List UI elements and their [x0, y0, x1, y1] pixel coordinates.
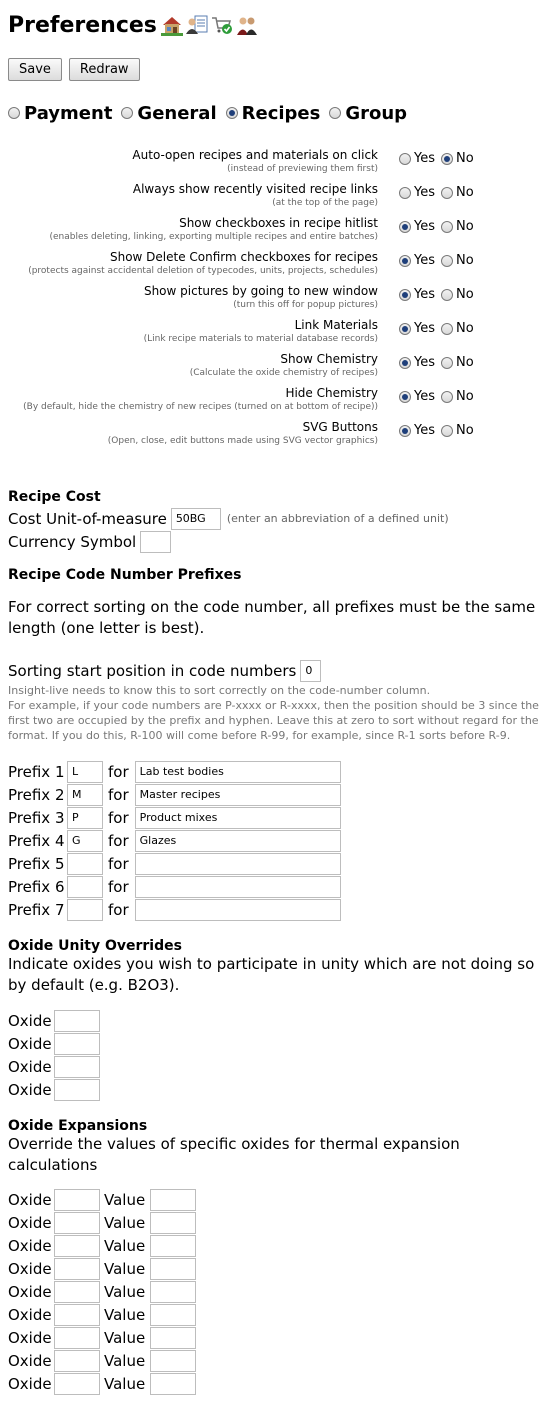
- setting-hint: (Open, close, edit buttons made using SVG vector graphics): [107, 436, 378, 446]
- oxide-input[interactable]: [54, 1189, 100, 1211]
- radio-no[interactable]: [441, 187, 453, 199]
- radio-yes[interactable]: [399, 255, 411, 267]
- prefix-label: Prefix 1: [8, 762, 65, 781]
- setting-label: Show checkboxes in recipe hitlist: [179, 216, 378, 230]
- expansion-row: [8, 1188, 552, 1211]
- radio-no[interactable]: [441, 221, 453, 233]
- setting-svg-buttons: [8, 419, 552, 453]
- prefix-row: [8, 829, 552, 852]
- unity-row: [8, 1009, 552, 1032]
- oxide-input[interactable]: [54, 1373, 100, 1395]
- setting-label: SVG Buttons: [302, 420, 378, 434]
- tab-general[interactable]: [121, 103, 216, 124]
- prefix-label: Prefix 7: [8, 900, 65, 919]
- value-input[interactable]: [150, 1304, 196, 1326]
- option-no[interactable]: [441, 253, 474, 268]
- page-title: Preferences: [8, 12, 157, 38]
- value-label: Value: [104, 1374, 146, 1393]
- oxide-label: Oxide: [8, 1190, 52, 1209]
- value-input[interactable]: [150, 1235, 196, 1257]
- no-label: No: [456, 423, 474, 438]
- house-icon[interactable]: [161, 14, 183, 36]
- sort-position-input[interactable]: 0: [300, 660, 321, 682]
- setting-label: Show Chemistry: [280, 352, 378, 366]
- radio-group[interactable]: [329, 107, 341, 119]
- setting-link-materials: [8, 317, 552, 351]
- cost-unit-hint: (enter an abbreviation of a defined unit): [226, 512, 449, 525]
- oxide-label: Oxide: [8, 1328, 52, 1347]
- prefix-code-input[interactable]: [67, 853, 103, 875]
- option-no[interactable]: [441, 389, 474, 404]
- setting-hide-chemistry: [8, 385, 552, 419]
- expansion-row: [8, 1303, 552, 1326]
- no-label: No: [456, 253, 474, 268]
- prefix-row: [8, 783, 552, 806]
- prefix-code-input[interactable]: [67, 876, 103, 898]
- radio-yes[interactable]: [399, 221, 411, 233]
- no-label: No: [456, 219, 474, 234]
- oxide-input[interactable]: [54, 1235, 100, 1257]
- oxide-input[interactable]: [54, 1327, 100, 1349]
- prefix-row: [8, 898, 552, 921]
- prefix-description-input[interactable]: [135, 899, 341, 921]
- oxide-label: Oxide: [8, 1034, 52, 1053]
- oxide-label: Oxide: [8, 1259, 52, 1278]
- radio-recipes[interactable]: [226, 107, 238, 119]
- option-yes[interactable]: [399, 151, 435, 166]
- radio-yes[interactable]: [399, 391, 411, 403]
- group-people-icon[interactable]: [236, 14, 258, 36]
- option-yes[interactable]: [399, 185, 435, 200]
- oxide-label: Oxide: [8, 1057, 52, 1076]
- cart-checkmark-icon[interactable]: [211, 14, 233, 36]
- yes-label: Yes: [414, 287, 435, 302]
- oxide-expansions-section: [8, 1118, 552, 1395]
- for-label: for: [108, 762, 129, 781]
- yes-label: Yes: [414, 219, 435, 234]
- option-yes[interactable]: [399, 389, 435, 404]
- value-input[interactable]: [150, 1350, 196, 1372]
- save-button[interactable]: Save: [8, 58, 62, 81]
- tab-label: Group: [345, 102, 408, 124]
- setting-hint: (Calculate the oxide chemistry of recipes): [189, 368, 378, 378]
- oxide-label: Oxide: [8, 1080, 52, 1099]
- oxide-input[interactable]: [54, 1212, 100, 1234]
- oxide-label: Oxide: [8, 1213, 52, 1232]
- cost-unit-input[interactable]: 50BG: [171, 508, 221, 530]
- value-label: Value: [104, 1282, 146, 1301]
- yes-label: Yes: [414, 321, 435, 336]
- setting-label: Always show recently visited recipe links: [132, 182, 378, 196]
- yes-label: Yes: [414, 151, 435, 166]
- radio-yes[interactable]: [399, 153, 411, 165]
- expansion-row: [8, 1349, 552, 1372]
- prefix-label: Prefix 6: [8, 877, 65, 896]
- prefix-label: Prefix 3: [8, 808, 65, 827]
- option-yes[interactable]: [399, 355, 435, 370]
- tab-label: Payment: [24, 102, 113, 124]
- prefixes-intro: For correct sorting on the code number, all prefixes must be the same length (one letter is best).: [8, 598, 536, 637]
- prefix-code-input[interactable]: G: [67, 830, 103, 852]
- radio-yes[interactable]: [399, 357, 411, 369]
- option-no[interactable]: [441, 423, 474, 438]
- radio-yes[interactable]: [399, 323, 411, 335]
- option-no[interactable]: [441, 219, 474, 234]
- prefix-label: Prefix 4: [8, 831, 65, 850]
- setting-label: Auto-open recipes and materials on click: [132, 148, 378, 162]
- radio-yes[interactable]: [399, 425, 411, 437]
- no-label: No: [456, 389, 474, 404]
- value-input[interactable]: [150, 1327, 196, 1349]
- setting-label: Hide Chemistry: [285, 386, 378, 400]
- unity-row: [8, 1032, 552, 1055]
- setting-label: Show pictures by going to new window: [143, 284, 378, 298]
- prefix-row: [8, 806, 552, 829]
- page-header: [8, 0, 552, 46]
- prefix-code-input[interactable]: L: [67, 761, 103, 783]
- prefix-code-input[interactable]: M: [67, 784, 103, 806]
- prefix-code-input[interactable]: P: [67, 807, 103, 829]
- value-label: Value: [104, 1305, 146, 1324]
- no-label: No: [456, 151, 474, 166]
- no-label: No: [456, 355, 474, 370]
- no-label: No: [456, 321, 474, 336]
- oxide-label: Oxide: [8, 1282, 52, 1301]
- recipe-cost-section: [8, 489, 552, 553]
- oxide-label: Oxide: [8, 1011, 52, 1030]
- radio-no[interactable]: [441, 153, 453, 165]
- currency-symbol-input[interactable]: [140, 531, 171, 553]
- setting-checkboxes-hitlist: [8, 215, 552, 249]
- expansion-row: [8, 1280, 552, 1303]
- prefix-label: Prefix 2: [8, 785, 65, 804]
- oxide-input[interactable]: [54, 1010, 100, 1032]
- yes-label: Yes: [414, 253, 435, 268]
- for-label: for: [108, 808, 129, 827]
- setting-recent-links: [8, 181, 552, 215]
- for-label: for: [108, 877, 129, 896]
- oxide-label: Oxide: [8, 1305, 52, 1324]
- expansions-intro: Override the values of specific oxides for thermal expansion calculations: [8, 1135, 460, 1174]
- oxide-label: Oxide: [8, 1374, 52, 1393]
- setting-label: Show Delete Confirm checkboxes for recipes: [109, 250, 378, 264]
- option-yes[interactable]: [399, 321, 435, 336]
- prefix-description-input[interactable]: Lab test bodies: [135, 761, 341, 783]
- oxide-input[interactable]: [54, 1281, 100, 1303]
- radio-no[interactable]: [441, 323, 453, 335]
- yes-label: Yes: [414, 423, 435, 438]
- yes-label: Yes: [414, 185, 435, 200]
- sort-example-note: For example, if your code numbers are P-xxxx or R-xxxx, then the position should be 3 since the first two are occupied by the prefix and hyphen. Leave this at zero to sort without regard for the format. If you do this, R-100 will come before R-99, for example, since R-1 sorts before R-9.: [8, 699, 539, 742]
- value-input[interactable]: [150, 1189, 196, 1211]
- radio-no[interactable]: [441, 255, 453, 267]
- option-no[interactable]: [441, 287, 474, 302]
- setting-hint: (at the top of the page): [272, 198, 378, 208]
- setting-hint: (instead of previewing them first): [227, 164, 378, 174]
- tab-group[interactable]: [329, 103, 407, 124]
- value-label: Value: [104, 1236, 146, 1255]
- value-label: Value: [104, 1259, 146, 1278]
- tab-recipes[interactable]: [226, 103, 321, 124]
- prefix-row: [8, 852, 552, 875]
- setting-auto-open: [8, 147, 552, 181]
- unity-row: [8, 1078, 552, 1101]
- no-label: No: [456, 287, 474, 302]
- setting-delete-confirm: [8, 249, 552, 283]
- radio-no[interactable]: [441, 289, 453, 301]
- value-input[interactable]: [150, 1212, 196, 1234]
- oxide-unity-section: [8, 938, 552, 1101]
- sort-note: Insight-live needs to know this to sort correctly on the code-number column.: [8, 684, 431, 697]
- redraw-button[interactable]: Redraw: [69, 58, 140, 81]
- prefix-description-input[interactable]: Master recipes: [135, 784, 341, 806]
- option-yes[interactable]: [399, 253, 435, 268]
- yes-label: Yes: [414, 389, 435, 404]
- setting-pictures-new-window: [8, 283, 552, 317]
- person-document-icon[interactable]: [186, 14, 208, 36]
- expansion-row: [8, 1234, 552, 1257]
- section-title: Recipe Code Number Prefixes: [8, 567, 242, 583]
- preference-tabs: [8, 101, 552, 125]
- option-no[interactable]: [441, 321, 474, 336]
- radio-no[interactable]: [441, 391, 453, 403]
- setting-hint: (turn this off for popup pictures): [233, 300, 378, 310]
- cost-unit-label: Cost Unit-of-measure: [8, 509, 167, 528]
- toolbar: [8, 58, 552, 82]
- expansion-row: [8, 1257, 552, 1280]
- option-no[interactable]: [441, 355, 474, 370]
- setting-hint: (Link recipe materials to material database records): [143, 334, 378, 344]
- section-title: Oxide Unity Overrides: [8, 938, 182, 954]
- unity-row: [8, 1055, 552, 1078]
- for-label: for: [108, 854, 129, 873]
- prefix-description-input[interactable]: Product mixes: [135, 807, 341, 829]
- option-no[interactable]: [441, 151, 474, 166]
- no-label: No: [456, 185, 474, 200]
- setting-label: Link Materials: [294, 318, 378, 332]
- setting-hint: (protects against accidental deletion of typecodes, units, projects, schedules): [28, 266, 378, 276]
- sort-position-label: Sorting start position in code numbers: [8, 661, 297, 680]
- oxide-input[interactable]: [54, 1258, 100, 1280]
- oxide-input[interactable]: [54, 1350, 100, 1372]
- option-yes[interactable]: [399, 287, 435, 302]
- recipe-settings-list: [8, 147, 552, 453]
- radio-yes[interactable]: [399, 187, 411, 199]
- value-label: Value: [104, 1190, 146, 1209]
- setting-show-chemistry: [8, 351, 552, 385]
- prefix-row: [8, 875, 552, 898]
- oxide-input[interactable]: [54, 1033, 100, 1055]
- oxide-input[interactable]: [54, 1056, 100, 1078]
- value-label: Value: [104, 1213, 146, 1232]
- prefix-row: [8, 760, 552, 783]
- prefix-list: [8, 760, 552, 921]
- setting-hint: (enables deleting, linking, exporting multiple recipes and entire batches): [49, 232, 378, 242]
- for-label: for: [108, 831, 129, 850]
- tab-payment[interactable]: [8, 103, 112, 124]
- for-label: for: [108, 900, 129, 919]
- oxide-input[interactable]: [54, 1304, 100, 1326]
- value-input[interactable]: [150, 1281, 196, 1303]
- radio-yes[interactable]: [399, 289, 411, 301]
- tab-label: General: [137, 102, 217, 124]
- tab-label: Recipes: [241, 102, 321, 124]
- currency-symbol-label: Currency Symbol: [8, 532, 137, 551]
- section-title: Oxide Expansions: [8, 1118, 148, 1134]
- for-label: for: [108, 785, 129, 804]
- expansion-row: [8, 1372, 552, 1395]
- prefix-label: Prefix 5: [8, 854, 65, 873]
- value-label: Value: [104, 1351, 146, 1370]
- option-yes[interactable]: [399, 219, 435, 234]
- expansion-row: [8, 1326, 552, 1349]
- unity-intro: Indicate oxides you wish to participate in unity which are not doing so by default (e.g. B2O3).: [8, 955, 535, 994]
- expansion-row: [8, 1211, 552, 1234]
- prefix-description-input[interactable]: Glazes: [135, 830, 341, 852]
- radio-general[interactable]: [121, 107, 133, 119]
- section-title: Recipe Cost: [8, 489, 101, 505]
- option-yes[interactable]: [399, 423, 435, 438]
- value-input[interactable]: [150, 1373, 196, 1395]
- value-label: Value: [104, 1328, 146, 1347]
- setting-hint: (By default, hide the chemistry of new recipes (turned on at bottom of recipe)): [23, 402, 378, 412]
- radio-no[interactable]: [441, 357, 453, 369]
- value-input[interactable]: [150, 1258, 196, 1280]
- radio-no[interactable]: [441, 425, 453, 437]
- yes-label: Yes: [414, 355, 435, 370]
- oxide-input[interactable]: [54, 1079, 100, 1101]
- option-no[interactable]: [441, 185, 474, 200]
- oxide-label: Oxide: [8, 1351, 52, 1370]
- radio-payment[interactable]: [8, 107, 20, 119]
- prefix-code-input[interactable]: [67, 899, 103, 921]
- prefix-description-input[interactable]: [135, 853, 341, 875]
- prefix-description-input[interactable]: [135, 876, 341, 898]
- prefixes-section: [8, 567, 552, 921]
- oxide-label: Oxide: [8, 1236, 52, 1255]
